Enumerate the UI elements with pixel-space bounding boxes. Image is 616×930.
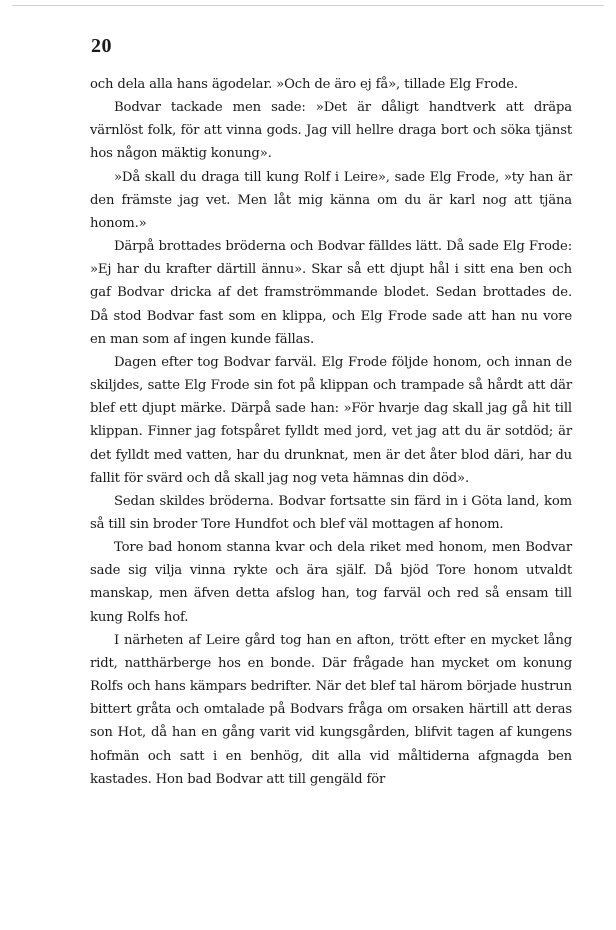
paragraph-5: Dagen efter tog Bodvar farväl. Elg Frode följde honom, och innan de skiljdes, satte Elg Frode sin fot på klippan och trampade så hårdt att där blef ett djupt märke. Därpå sade han: »För hvarje dag skall jag gå hit till klippan. Finner jag fotspåret fylldt med jord, vet jag att du är sotdöd; är det fylldt med vatten, har du drunknat, men är det åter blod däri, har du fallit för svärd och då skall jag nog veta hämnas din död». [90,354,572,486]
paragraph-6: Sedan skildes bröderna. Bodvar fortsatte sin färd in i Göta land, kom så till sin broder Tore Hundfot och blef väl mottagen af honom. [90,493,572,532]
paragraph-2: Bodvar tackade men sade: »Det är dåligt handtverk att dräpa värnlöst folk, för att vinna gods. Jag vill hellre draga bort och söka tjänst hos någon mäktig konung». [90,100,572,162]
page-number: 20 [91,35,112,57]
paragraph-8: I närheten af Leire gård tog han en afton, trött efter en mycket lång ridt, natthärberge hos en bonde. Där frågade han mycket om konung Rolfs och hans kämpars bedrifter. När det blef tal härom började hustrun bittert gråta och omtalade på Bodvars fråga om orsaken härtill att deras son Hot, då han en gång varit vid kungsgården, blifvit tagen af kungens hofmän och satt i en benhög, dit alla vid måltiderna afgnagda ben kastades. Hon bad Bodvar att till gengäld för [90,632,572,787]
paragraph-4: Därpå brottades bröderna och Bodvar fälldes lätt. Då sade Elg Frode: »Ej har du krafter därtill ännu». Skar så ett djupt hål i sitt ena ben och gaf Bodvar dricka af det framströmmande blodet. Sedan brottades de. Då stod Bodvar fast som en klippa, och Elg Frode sade att han nu vore en man som af ingen kunde fällas. [90,239,572,347]
paragraph-1: och dela alla hans ägodelar. »Och de äro ej få», tillade Elg Frode. [90,77,518,92]
paragraph-3: »Då skall du draga till kung Rolf i Leire», sade Elg Frode, »ty han är den främste jag vet. Men låt mig känna om du är karl nog att tjäna honom.» [90,169,572,231]
page-top-edge [12,5,604,6]
paragraph-7: Tore bad honom stanna kvar och dela riket med honom, men Bodvar sade sig vilja vinna rykte och ära själf. Då bjöd Tore honom utvaldt manskap, men äfven detta afslog han, tog farväl och red så ensam till kung Rolfs hof. [90,540,572,625]
body-text [90,73,572,791]
